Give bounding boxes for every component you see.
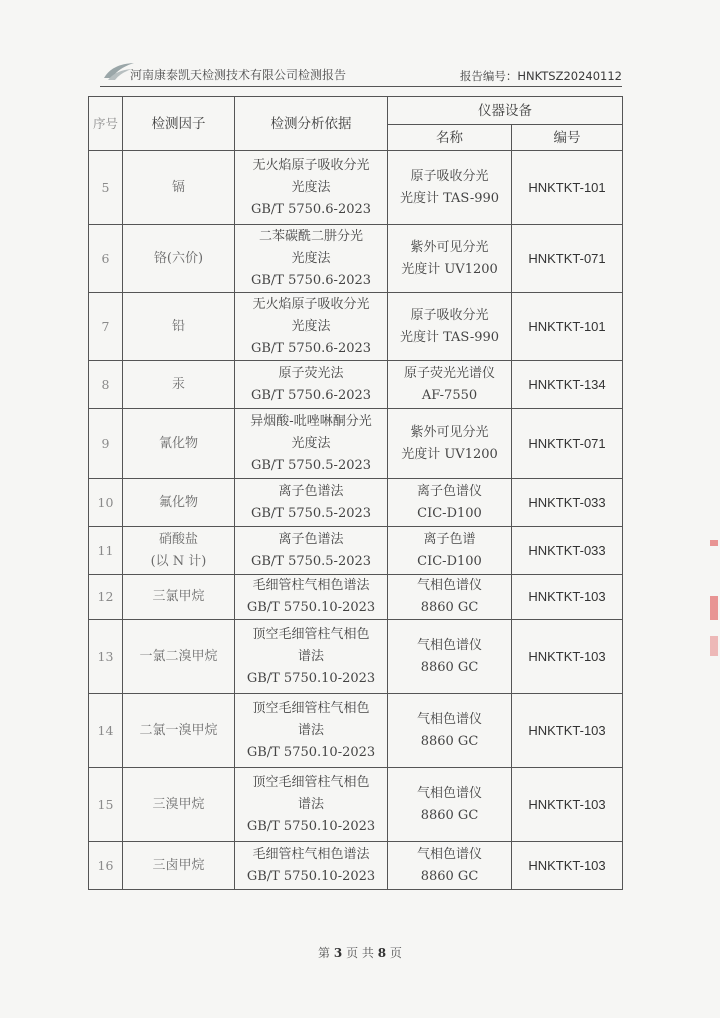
row-instrument-code: HNKTKT-033 xyxy=(512,479,623,527)
page-footer xyxy=(0,944,720,961)
row-factor: 三卤甲烷 xyxy=(123,842,235,890)
row-method-line: 顶空毛细管柱气相色 xyxy=(252,774,370,790)
row-instrument-name xyxy=(388,842,512,890)
row-instrument-name xyxy=(388,151,512,225)
row-method-line: 顶空毛细管柱气相色 xyxy=(252,626,370,642)
row-factor: 三溴甲烷 xyxy=(123,768,235,842)
row-instrument-code: HNKTKT-101 xyxy=(512,151,623,225)
row-method-line: 光度法 xyxy=(291,435,331,451)
row-index: 11 xyxy=(89,527,123,575)
row-instrument-name xyxy=(388,479,512,527)
table-row xyxy=(89,575,623,620)
company-name: 河南康泰凯天检测技术有限公司检测报告 xyxy=(130,68,347,82)
row-instrument-name-line: 光度计 TAS-990 xyxy=(399,190,500,206)
row-method xyxy=(235,842,388,890)
row-method xyxy=(235,361,388,409)
row-index: 8 xyxy=(89,361,123,409)
row-instrument-name-line: 光度计 UV1200 xyxy=(401,446,498,462)
row-instrument-code: HNKTKT-101 xyxy=(512,293,623,361)
row-method-line: GB/T 5750.10-2023 xyxy=(246,868,376,884)
table-row xyxy=(89,225,623,293)
header-name: 名称 xyxy=(388,125,512,151)
row-instrument-name-line: 离子色谱仪 xyxy=(416,483,482,499)
row-instrument-code: HNKTKT-103 xyxy=(512,768,623,842)
row-method-line: GB/T 5750.6-2023 xyxy=(250,340,372,356)
table-row xyxy=(89,620,623,694)
row-method-line: 光度法 xyxy=(291,179,331,195)
row-factor: 三氯甲烷 xyxy=(123,575,235,620)
row-instrument-name-line: 8860 GC xyxy=(420,868,479,884)
row-index: 5 xyxy=(89,151,123,225)
row-instrument-name-line: 原子荧光光谱仪 xyxy=(403,365,495,381)
row-method xyxy=(235,409,388,479)
row-instrument-name xyxy=(388,409,512,479)
report-header xyxy=(100,58,622,87)
row-instrument-name-line: 紫外可见分光 xyxy=(410,239,489,255)
row-factor: 氰化物 xyxy=(123,409,235,479)
row-method-line: GB/T 5750.6-2023 xyxy=(250,201,372,217)
table-row xyxy=(89,479,623,527)
row-instrument-name-line: 气相色谱仪 xyxy=(416,785,482,801)
row-instrument-name-line: 气相色谱仪 xyxy=(416,578,482,593)
row-instrument-name-line: AF-7550 xyxy=(421,387,478,403)
stamp-mark xyxy=(710,636,718,656)
row-factor: 镉 xyxy=(123,151,235,225)
header-method: 检测分析依据 xyxy=(235,97,388,151)
row-factor-line: (以 N 计) xyxy=(150,553,207,569)
table-row xyxy=(89,694,623,768)
row-instrument-name xyxy=(388,293,512,361)
row-factor: 铅 xyxy=(123,293,235,361)
row-instrument-code: HNKTKT-033 xyxy=(512,527,623,575)
row-instrument-code: HNKTKT-103 xyxy=(512,694,623,768)
row-factor xyxy=(123,527,235,575)
row-method-line: 无火焰原子吸收分光 xyxy=(252,157,370,173)
row-instrument-name-line: 8860 GC xyxy=(420,733,479,749)
table-row xyxy=(89,361,623,409)
row-instrument-name-line: 离子色谱 xyxy=(423,531,476,547)
table-row xyxy=(89,409,623,479)
row-factor: 二氯一溴甲烷 xyxy=(123,694,235,768)
row-method-line: GB/T 5750.5-2023 xyxy=(250,553,372,569)
row-instrument-name-line: 光度计 TAS-990 xyxy=(399,329,500,345)
row-method xyxy=(235,151,388,225)
row-index: 16 xyxy=(89,842,123,890)
row-index: 12 xyxy=(89,575,123,620)
row-method-line: 异烟酸-吡唑啉酮分光 xyxy=(250,413,372,429)
row-method-line: 毛细管柱气相色谱法 xyxy=(252,846,370,862)
row-method-line: 谱法 xyxy=(297,648,324,664)
row-method xyxy=(235,293,388,361)
row-factor: 一氯二溴甲烷 xyxy=(123,620,235,694)
row-index: 9 xyxy=(89,409,123,479)
header-index: 序号 xyxy=(89,97,123,151)
header-instrument: 仪器设备 xyxy=(388,97,623,125)
row-method-line: GB/T 5750.6-2023 xyxy=(250,272,372,288)
row-instrument-name xyxy=(388,768,512,842)
row-instrument-name-line: 气相色谱仪 xyxy=(416,711,482,727)
row-method-line: GB/T 5750.5-2023 xyxy=(250,457,372,473)
row-instrument-name xyxy=(388,527,512,575)
row-instrument-name xyxy=(388,694,512,768)
row-factor: 汞 xyxy=(123,361,235,409)
row-method-line: 二苯碳酰二肼分光 xyxy=(258,228,363,244)
page-prefix: 第 xyxy=(318,946,331,960)
row-factor-line: 硝酸盐 xyxy=(158,531,198,547)
equipment-table xyxy=(88,96,623,890)
row-index: 15 xyxy=(89,768,123,842)
row-method-line: GB/T 5750.10-2023 xyxy=(246,600,376,615)
row-method xyxy=(235,768,388,842)
row-factor: 铬(六价) xyxy=(123,225,235,293)
row-factor: 氟化物 xyxy=(123,479,235,527)
row-method-line: 离子色谱法 xyxy=(278,531,344,547)
row-instrument-name-line: 8860 GC xyxy=(420,807,479,823)
row-instrument-name-line: 气相色谱仪 xyxy=(416,846,482,862)
stamp-mark xyxy=(710,596,718,620)
row-index: 14 xyxy=(89,694,123,768)
table-row xyxy=(89,293,623,361)
row-instrument-code: HNKTKT-103 xyxy=(512,842,623,890)
row-instrument-name xyxy=(388,620,512,694)
table-body xyxy=(89,151,623,890)
row-index: 6 xyxy=(89,225,123,293)
row-instrument-code: HNKTKT-134 xyxy=(512,361,623,409)
row-instrument-name-line: 原子吸收分光 xyxy=(410,307,489,323)
row-method-line: GB/T 5750.6-2023 xyxy=(250,387,372,403)
stamp-mark xyxy=(710,540,718,546)
page-mid: 页 共 xyxy=(346,946,374,960)
row-method-line: 顶空毛细管柱气相色 xyxy=(252,700,370,716)
header-code: 编号 xyxy=(512,125,623,151)
row-method-line: 光度法 xyxy=(291,250,331,266)
row-instrument-name-line: 紫外可见分光 xyxy=(410,424,489,440)
row-instrument-code: HNKTKT-071 xyxy=(512,409,623,479)
header-factor: 检测因子 xyxy=(123,97,235,151)
page-total: 8 xyxy=(377,946,387,960)
row-method-line: 原子荧光法 xyxy=(278,365,344,381)
report-number: 报告编号：HNKTSZ20240112 xyxy=(459,69,622,83)
page-number: 3 xyxy=(333,946,343,960)
row-method xyxy=(235,527,388,575)
row-method-line: GB/T 5750.10-2023 xyxy=(246,744,376,760)
row-instrument-name-line: CIC-D100 xyxy=(417,553,482,569)
row-method-line: 毛细管柱气相色谱法 xyxy=(252,578,370,593)
table-row xyxy=(89,527,623,575)
table-row xyxy=(89,151,623,225)
row-method-line: 谱法 xyxy=(297,796,324,812)
row-method xyxy=(235,225,388,293)
row-instrument-name xyxy=(388,225,512,293)
table-row xyxy=(89,768,623,842)
row-index: 13 xyxy=(89,620,123,694)
row-instrument-name-line: 8860 GC xyxy=(420,600,479,615)
row-method xyxy=(235,479,388,527)
row-index: 10 xyxy=(89,479,123,527)
row-instrument-code: HNKTKT-071 xyxy=(512,225,623,293)
row-instrument-name-line: 原子吸收分光 xyxy=(410,168,489,184)
row-method xyxy=(235,694,388,768)
row-method xyxy=(235,620,388,694)
row-method xyxy=(235,575,388,620)
row-instrument-name-line: 8860 GC xyxy=(420,659,479,675)
row-index: 7 xyxy=(89,293,123,361)
row-instrument-name xyxy=(388,361,512,409)
row-method-line: 谱法 xyxy=(297,722,324,738)
row-instrument-name-line: 光度计 UV1200 xyxy=(401,261,498,277)
page-suffix: 页 xyxy=(389,946,402,960)
row-method-line: GB/T 5750.10-2023 xyxy=(246,818,376,834)
row-instrument-code: HNKTKT-103 xyxy=(512,575,623,620)
row-method-line: 离子色谱法 xyxy=(278,483,344,499)
row-instrument-name xyxy=(388,575,512,620)
table-row xyxy=(89,842,623,890)
row-method-line: 光度法 xyxy=(291,318,331,334)
row-method-line: GB/T 5750.5-2023 xyxy=(250,505,372,521)
row-method-line: 无火焰原子吸收分光 xyxy=(252,296,370,312)
row-method-line: GB/T 5750.10-2023 xyxy=(246,670,376,686)
row-instrument-name-line: CIC-D100 xyxy=(417,505,482,521)
row-instrument-name-line: 气相色谱仪 xyxy=(416,637,482,653)
row-instrument-code: HNKTKT-103 xyxy=(512,620,623,694)
